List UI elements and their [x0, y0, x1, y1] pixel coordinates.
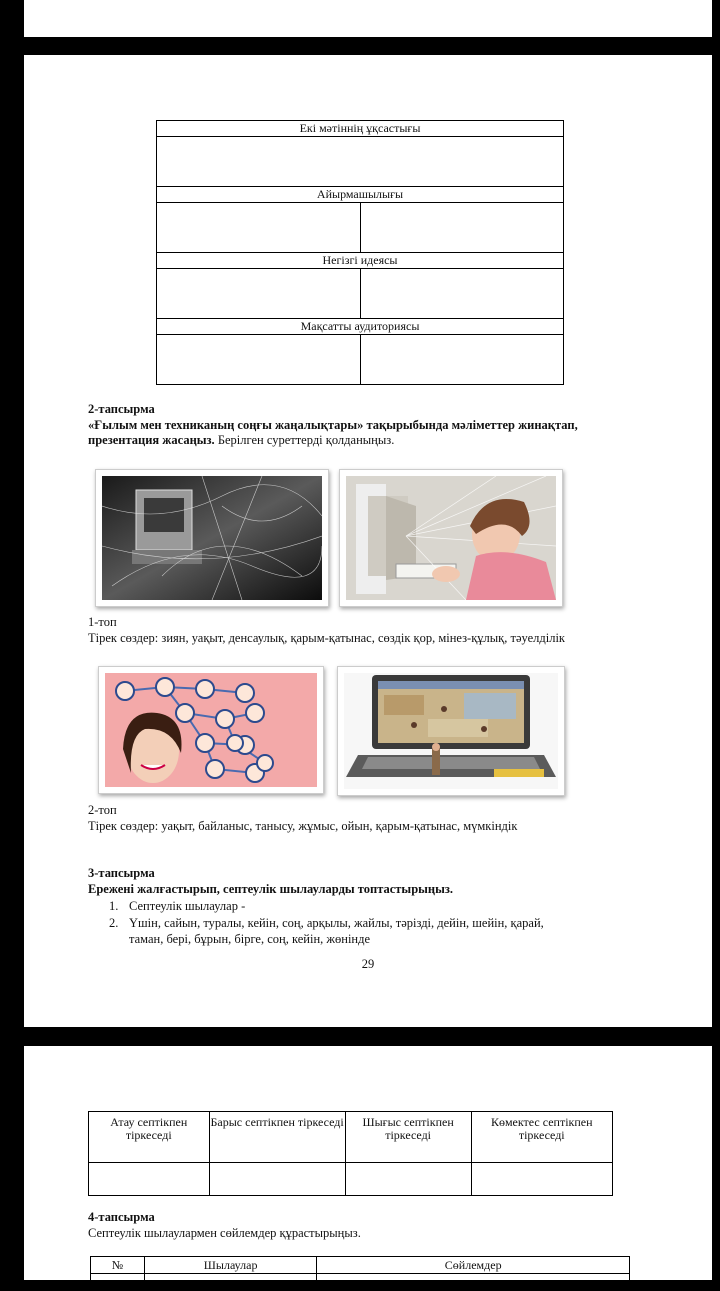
similarity-header: Екі мәтіннің ұқсастығы	[157, 121, 564, 137]
case-cell-3	[345, 1163, 471, 1196]
case-cell-1	[89, 1163, 210, 1196]
audience-cell-right	[360, 335, 564, 385]
sentences-table	[90, 1256, 630, 1291]
page-number: 29	[361, 957, 375, 971]
task2-bold-text: «Ғылым мен техниканың соңғы жаңалықтары» тақырыбында мәліметтер жинақтап, презентация жасаңыз.	[88, 418, 578, 447]
case-table	[88, 1111, 613, 1196]
row-number-cell	[91, 1274, 145, 1291]
task4-title: 4-тапсырма	[88, 1210, 155, 1224]
similarity-cell	[157, 137, 564, 187]
row-sentence-cell	[317, 1274, 630, 1291]
row-particle-cell	[144, 1274, 316, 1291]
main-idea-header: Негізгі идеясы	[157, 253, 564, 269]
girl-computer-photo	[339, 469, 563, 607]
task3-item1-number: 1.	[109, 899, 119, 913]
group1-keywords-text: зиян, уақыт, денсаулық, қарым-қатынас, сөздік қор, мінез-құлық, тәуелділік	[161, 631, 565, 645]
task2-instruction	[88, 418, 632, 448]
difference-cell-right	[360, 203, 564, 253]
difference-header: Айырмашылығы	[157, 187, 564, 203]
case-col-ablative: Шығыс септікпен тіркеседі	[345, 1112, 471, 1163]
group2-keywords: Тірек сөздер: уақыт, байланыс, танысу, жұмыс, ойын, қарым-қатынас, мүмкіндік	[88, 819, 518, 833]
task3-subtitle: Ережені жалғастырып, септеулік шылауларды топтастырыңыз.	[88, 882, 454, 896]
social-network-photo	[98, 666, 324, 794]
task2-title: 2-тапсырма	[88, 402, 155, 416]
comparison-table	[156, 120, 564, 385]
task3-item2-number: 2.	[109, 916, 119, 930]
task4-subtitle: Септеулік шылаулармен сөйлемдер құрастырыңыз.	[88, 1226, 361, 1240]
task3-title: 3-тапсырма	[88, 866, 155, 880]
audience-header: Мақсатты аудиториясы	[157, 319, 564, 335]
document-page-29	[24, 55, 712, 1027]
group1-label: 1-топ	[88, 615, 117, 629]
main-idea-cell-left	[157, 269, 361, 319]
laptop-virtual-world-photo	[337, 666, 565, 796]
task2-normal-text: Берілген суреттерді қолданыңыз.	[217, 433, 395, 447]
audience-cell-left	[157, 335, 361, 385]
col-number: №	[91, 1257, 145, 1274]
task3-item1: Септеулік шылаулар -	[129, 899, 246, 913]
document-page-30	[24, 1046, 712, 1280]
previous-page-bottom	[24, 0, 712, 37]
group2-label: 2-топ	[88, 803, 117, 817]
col-sentences: Сөйлемдер	[317, 1257, 630, 1274]
case-col-dative: Барыс септікпен тіркеседі	[209, 1112, 345, 1163]
main-idea-cell-right	[360, 269, 564, 319]
case-cell-4	[471, 1163, 613, 1196]
difference-cell-left	[157, 203, 361, 253]
case-col-instrumental: Көмектес септікпен тіркеседі	[471, 1112, 613, 1163]
case-col-nominative: Атау септікпен тіркеседі	[89, 1112, 210, 1163]
task3-item2-line1: Үшін, сайын, туралы, кейін, соң, арқылы, жайлы, тәрізді, дейін, шейін, қарай,	[129, 916, 544, 930]
task3-item2-line2: таман, бері, бұрын, бірге, соң, кейін, жөнінде	[129, 932, 371, 946]
col-particles: Шылаулар	[144, 1257, 316, 1274]
case-cell-2	[209, 1163, 345, 1196]
group1-keywords-label: Тірек сөздер:	[88, 631, 159, 645]
cobweb-computer-photo	[95, 469, 329, 607]
group1-keywords	[88, 631, 688, 646]
